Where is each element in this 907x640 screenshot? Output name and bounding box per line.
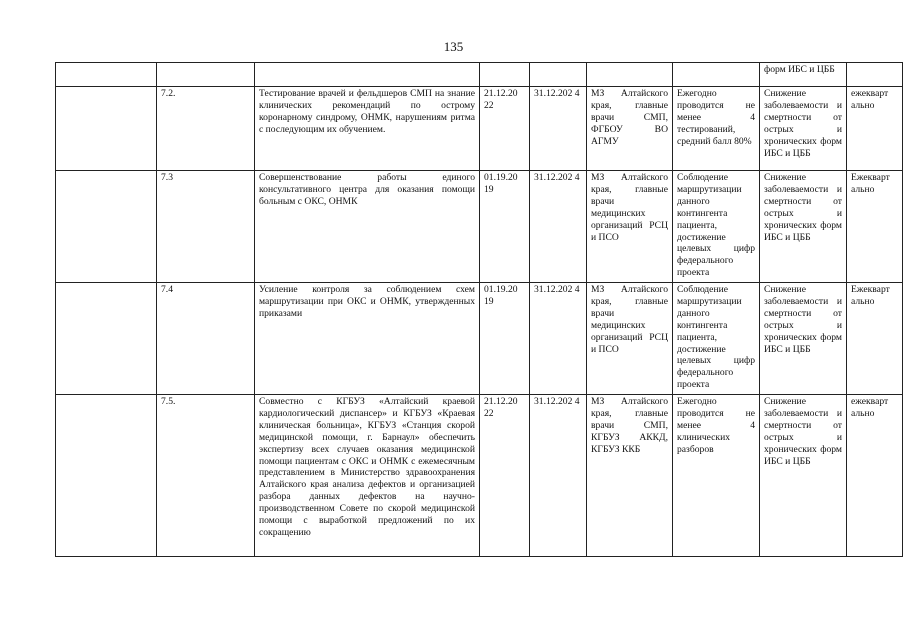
end-date-cell: 31.12.202 4 — [530, 171, 587, 283]
table-cell — [56, 283, 157, 395]
start-date-cell: 21.12.20 22 — [480, 395, 530, 557]
table-cell — [847, 63, 903, 87]
table-row — [56, 283, 903, 395]
responsible-cell: МЗ Алтайского края, главные врачи медицинских организаций РСЦ и ПСО — [587, 171, 673, 283]
end-date-cell: 31.12.202 4 — [530, 87, 587, 171]
result-cell: Снижение заболеваемости и смертности от острых и хронических форм ИБС и ЦББ — [760, 87, 847, 171]
result-cell: Снижение заболеваемости и смертности от острых и хронических форм ИБС и ЦББ — [760, 171, 847, 283]
result-cell: форм ИБС и ЦББ — [760, 63, 847, 87]
activity-cell: Тестирование врачей и фельдшеров СМП на знание клинических рекомендаций по острому коронарному синдрому, ОНМК, нарушениям ритма с последующим их обучением. — [255, 87, 480, 171]
indicator-cell: Ежегодно проводится не менее 4 клинических разборов — [673, 395, 760, 557]
table-cell — [530, 63, 587, 87]
frequency-cell: ежекварт ально — [847, 87, 903, 171]
responsible-cell: МЗ Алтайского края, главные врачи медицинских организаций РСЦ и ПСО — [587, 283, 673, 395]
table-row — [56, 395, 903, 557]
activity-cell: Совместно с КГБУЗ «Алтайский краевой кардиологический диспансер» и КГБУЗ «Краевая клиническая больница», КГБУЗ «Станция скорой медицинской помощи, г. Барнаул» обеспечить экспертизу всех случаев оказания медицинской помощи пациентам с ОКС и ОНМК с ежемесячным представлением в Министерство здравоохранения Алтайского края анализа дефектов и организацией разбора данных дефектов на научно-производственном Совете по скорой медицинской помощи с выработкой предложений по их сокращению — [255, 395, 480, 557]
table-cell — [56, 171, 157, 283]
table-row — [56, 171, 903, 283]
responsible-cell: МЗ Алтайского края, главные врачи СМП, КГБУЗ АККД, КГБУЗ ККБ — [587, 395, 673, 557]
activity-cell: Совершенствование работы единого консультативного центра для оказания помощи больным с ОКС, ОНМК — [255, 171, 480, 283]
start-date-cell: 01.19.20 19 — [480, 283, 530, 395]
table-row — [56, 63, 903, 87]
table-cell — [56, 395, 157, 557]
end-date-cell: 31.12.202 4 — [530, 283, 587, 395]
responsible-cell: МЗ Алтайского края, главные врачи СМП, ФГБОУ ВО АГМУ — [587, 87, 673, 171]
row-number: 7.3 — [157, 171, 255, 283]
activity-cell: Усиление контроля за соблюдением схем маршрутизации при ОКС и ОНМК, утвержденных приказами — [255, 283, 480, 395]
frequency-cell: Ежекварт ально — [847, 171, 903, 283]
table-cell — [587, 63, 673, 87]
result-cell: Снижение заболеваемости и смертности от острых и хронических форм ИБС и ЦББ — [760, 283, 847, 395]
result-cell: Снижение заболеваемости и смертности от острых и хронических форм ИБС и ЦББ — [760, 395, 847, 557]
start-date-cell: 01.19.20 19 — [480, 171, 530, 283]
table-cell — [157, 63, 255, 87]
row-number: 7.4 — [157, 283, 255, 395]
frequency-cell: ежекварт ально — [847, 395, 903, 557]
table-cell — [56, 63, 157, 87]
indicator-cell: Соблюдение маршрутизации данного контингента пациента, достижение целевых цифр федерального проекта — [673, 283, 760, 395]
table-cell — [673, 63, 760, 87]
table-cell — [56, 87, 157, 171]
table-cell — [255, 63, 480, 87]
plan-table — [55, 62, 903, 557]
row-number: 7.2. — [157, 87, 255, 171]
row-number: 7.5. — [157, 395, 255, 557]
table-row — [56, 87, 903, 171]
table-cell — [480, 63, 530, 87]
start-date-cell: 21.12.20 22 — [480, 87, 530, 171]
indicator-cell: Соблюдение маршрутизации данного контингента пациента, достижение целевых цифр федерального проекта — [673, 171, 760, 283]
indicator-cell: Ежегодно проводится не менее 4 тестирований, средний балл 80% — [673, 87, 760, 171]
page-number: 135 — [443, 39, 464, 54]
end-date-cell: 31.12.202 4 — [530, 395, 587, 557]
frequency-cell: Ежекварт ально — [847, 283, 903, 395]
